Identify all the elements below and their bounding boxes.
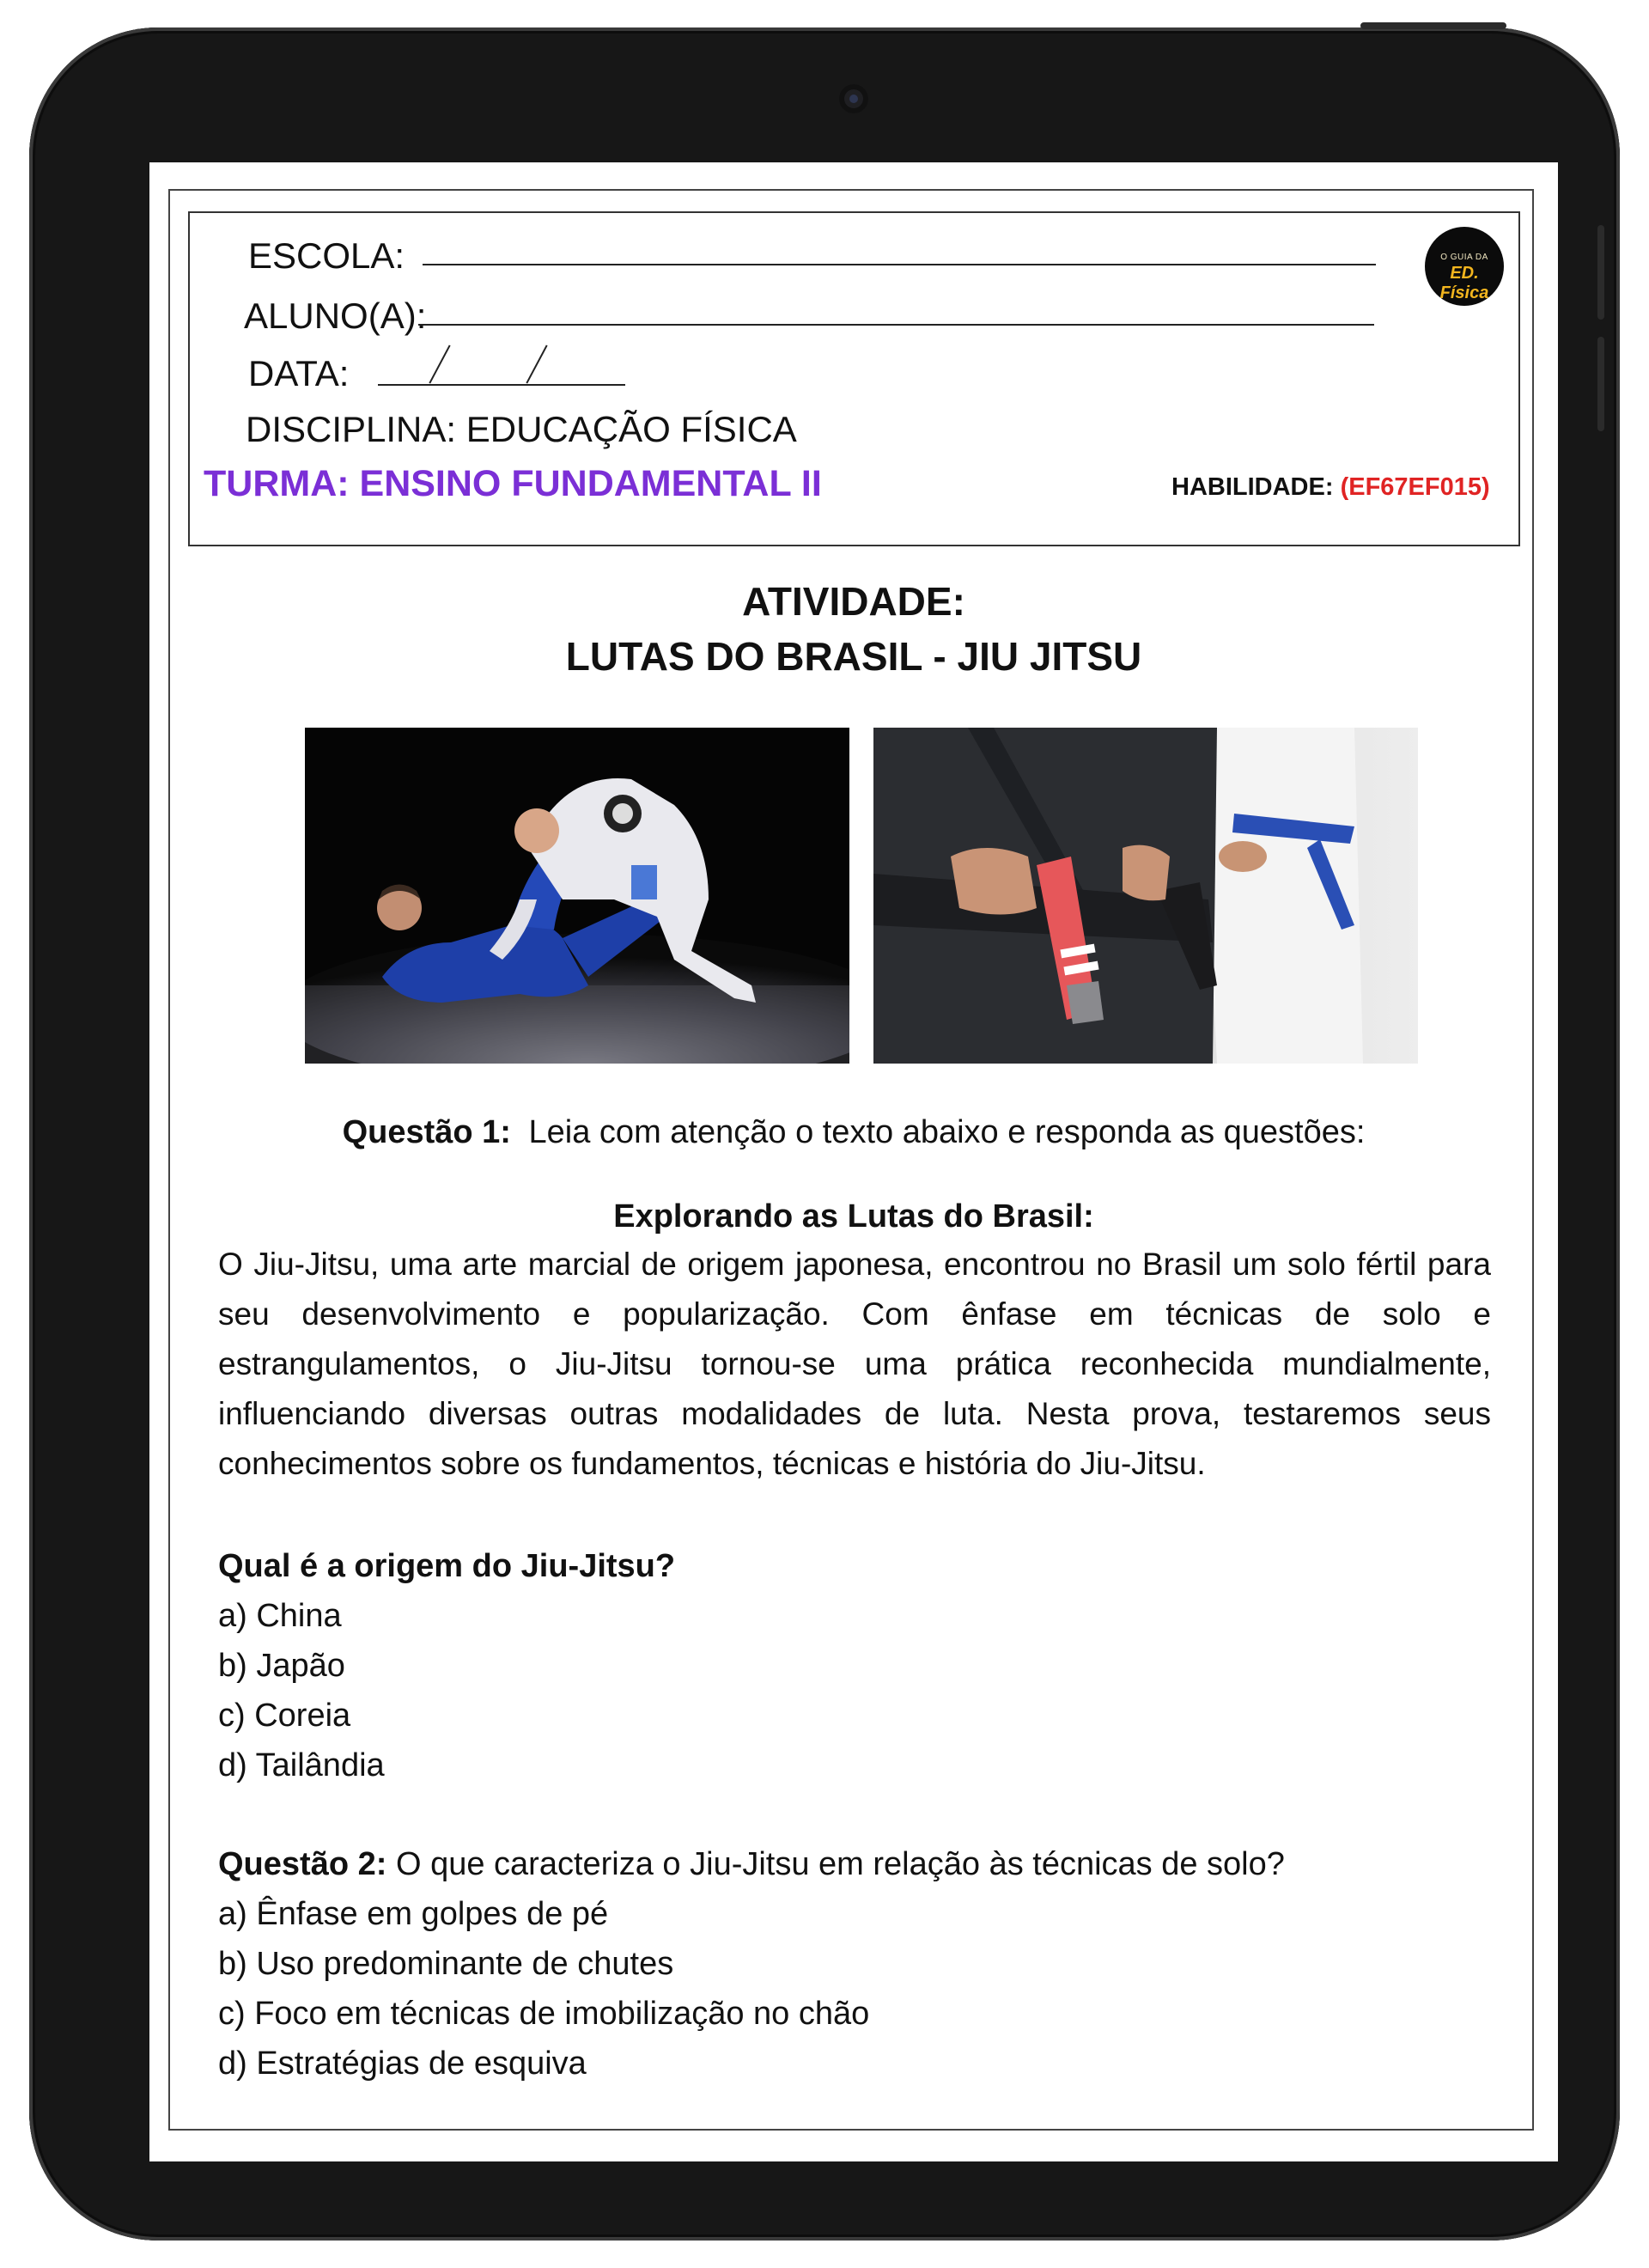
questao-2-text: O que caracteriza o Jiu-Jitsu em relação às técnicas de solo? — [395, 1846, 1285, 1882]
q2-option-a[interactable]: a) Ênfase em golpes de pé — [218, 1896, 609, 1932]
questao-2 — [218, 1846, 1285, 1883]
front-camera — [839, 84, 868, 113]
habilidade-label: HABILIDADE: — [1171, 473, 1334, 501]
jiu-jitsu-match-photo — [305, 728, 849, 1064]
option-c[interactable]: c) Coreia — [218, 1698, 351, 1734]
activity-title: ATIVIDADE: — [742, 579, 965, 624]
disciplina-label: DISCIPLINA: EDUCAÇÃO FÍSICA — [246, 409, 797, 449]
escola-field[interactable] — [423, 264, 1376, 265]
origin-question: Qual é a origem do Jiu-Jitsu? — [218, 1548, 676, 1584]
reading-paragraph: O Jiu-Jitsu, uma arte marcial de origem japonesa, encontrou no Brasil um solo fértil para seu desenvolvimento e popularização. Com ênfase em técnicas de solo e estrangulamentos, o Jiu-Jitsu tornou-se uma prática reconhecida mundialmente, influenciando diversas outras modalidades de luta. Nesta prova, testaremos seus conhecimentos sobre os fundamentos, técnicas e história do Jiu-Jitsu. — [218, 1247, 1491, 1481]
belt-tying-photo — [873, 728, 1418, 1064]
side-button-top — [1597, 225, 1604, 320]
document-page — [149, 162, 1558, 2161]
habilidade — [1171, 473, 1490, 502]
aluno-field[interactable] — [418, 324, 1374, 326]
option-b[interactable]: b) Japão — [218, 1648, 345, 1684]
side-button-bottom — [1597, 337, 1604, 431]
data-label: DATA: — [248, 353, 350, 393]
tablet-frame — [29, 27, 1620, 2241]
reading-title: Explorando as Lutas do Brasil: — [613, 1198, 1094, 1235]
turma-label: TURMA: ENSINO FUNDAMENTAL II — [204, 463, 822, 504]
option-d[interactable]: d) Tailândia — [218, 1747, 385, 1783]
guia-edfisica-logo — [1425, 227, 1504, 306]
escola-label: ESCOLA: — [248, 235, 405, 276]
aluno-label: ALUNO(A): — [244, 296, 427, 336]
questao-1-label: Questão 1: — [342, 1114, 511, 1150]
q2-option-d[interactable]: d) Estratégias de esquiva — [218, 2045, 587, 2082]
questao-1 — [149, 1114, 1558, 1151]
top-button — [1360, 22, 1506, 29]
questao-2-label: Questão 2: — [218, 1846, 387, 1882]
habilidade-code: (EF67EF015) — [1340, 473, 1490, 501]
option-a[interactable]: a) China — [218, 1598, 342, 1634]
q2-option-c[interactable]: c) Foco em técnicas de imobilização no chão — [218, 1996, 870, 2032]
activity-subtitle: LUTAS DO BRASIL - JIU JITSU — [565, 634, 1142, 679]
data-field[interactable] — [378, 384, 625, 386]
q2-option-b[interactable]: b) Uso predominante de chutes — [218, 1946, 674, 1982]
logo-small-text: O GUIA DA — [1440, 253, 1488, 262]
logo-main-text: ED. Física — [1439, 264, 1489, 302]
questao-1-text: Leia com atenção o texto abaixo e responda as questões: — [528, 1114, 1366, 1150]
